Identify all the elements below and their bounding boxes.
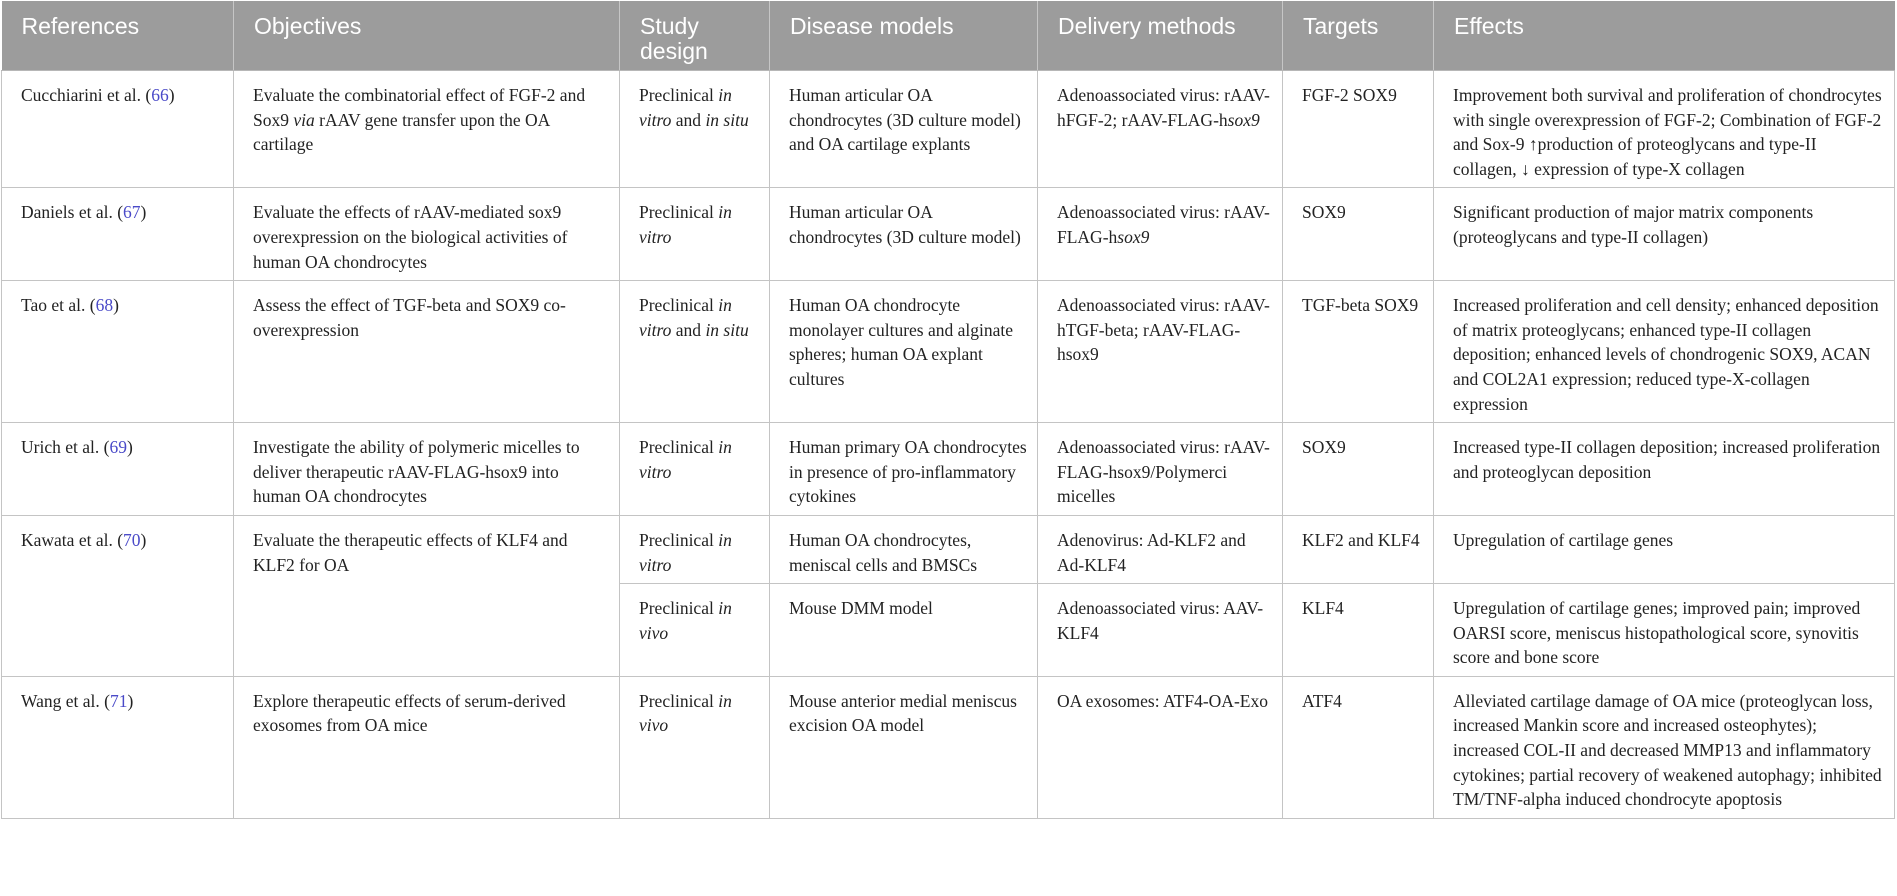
design-cell: Preclinical in vitro (620, 423, 770, 516)
disease-cell: Human OA chondrocytes, meniscal cells and BMSCs (770, 515, 1038, 583)
objective-cell: Evaluate the combinatorial effect of FGF-2 and Sox9 via rAAV gene transfer upon the OA cartilage (234, 71, 620, 188)
table-row (2, 676, 1895, 818)
delivery-cell: Adenoassociated virus: rAAV-FLAG-hsox9 (1038, 188, 1283, 281)
disease-cell: Human OA chondrocyte monolayer cultures and alginate spheres; human OA explant cultures (770, 281, 1038, 423)
objective-cell: Evaluate the therapeutic effects of KLF4 and KLF2 for OA (234, 515, 620, 676)
reference-cell: Cucchiarini et al. (66) (2, 71, 234, 188)
reference-cell: Tao et al. (68) (2, 281, 234, 423)
reference-link[interactable]: 68 (95, 295, 114, 316)
objective-cell: Evaluate the effects of rAAV-mediated sox9 overexpression on the biological activities of human OA chondrocytes (234, 188, 620, 281)
delivery-cell: Adenovirus: Ad-KLF2 and Ad-KLF4 (1038, 515, 1283, 583)
effects-cell: Upregulation of cartilage genes; improved pain; improved OARSI score, meniscus histopathological score, synovitis score and bone score (1434, 584, 1895, 677)
reference-link[interactable]: 70 (123, 529, 141, 550)
design-cell: Preclinical in vitro and in situ (620, 281, 770, 423)
effects-cell: Improvement both survival and proliferation of chondrocytes with single overexpression of FGF-2; Combination of FGF-2 and Sox-9 ↑production of proteoglycans and type-II collagen, ↓ expression of type-X collagen (1434, 71, 1895, 188)
targets-cell: FGF-2 SOX9 (1283, 71, 1434, 188)
reference-cell: Urich et al. (69) (2, 423, 234, 516)
effects-cell: Increased type-II collagen deposition; increased proliferation and proteoglycan deposition (1434, 423, 1895, 516)
design-cell: Preclinical in vivo (620, 676, 770, 818)
design-cell: Preclinical in vitro (620, 515, 770, 583)
targets-cell: ATF4 (1283, 676, 1434, 818)
header-row (2, 1, 1895, 71)
targets-cell: SOX9 (1283, 423, 1434, 516)
header-effects: Effects (1434, 1, 1895, 71)
header-study-design: Study design (620, 1, 770, 71)
effects-cell: Increased proliferation and cell density; enhanced deposition of matrix proteoglycans; enhanced type-II collagen deposition; enhanced levels of chondrogenic SOX9, ACAN and COL2A1 expression; reduced type-X-collagen expression (1434, 281, 1895, 423)
studies-table (1, 1, 1895, 819)
reference-link[interactable]: 66 (151, 85, 169, 105)
targets-cell: KLF4 (1283, 584, 1434, 677)
header-references: References (2, 1, 234, 71)
reference-cell: Daniels et al. (67) (2, 188, 234, 281)
disease-cell: Human primary OA chondrocytes in presence of pro-inflammatory cytokines (770, 423, 1038, 516)
targets-cell: SOX9 (1283, 188, 1434, 281)
reference-link[interactable]: 71 (109, 690, 128, 711)
reference-link[interactable]: 69 (109, 437, 127, 458)
design-cell: Preclinical in vitro and in situ (620, 71, 770, 188)
targets-cell: TGF-beta SOX9 (1283, 281, 1434, 423)
disease-cell: Mouse DMM model (770, 584, 1038, 677)
table-row (2, 281, 1895, 423)
effects-cell: Alleviated cartilage damage of OA mice (proteoglycan loss, increased Mankin score and increased osteophytes); increased COL-II and decreased MMP13 and inflammatory cytokines; partial recovery of weakened autophagy; inhibited TM/TNF-alpha induced chondrocyte apoptosis (1434, 676, 1895, 818)
header-objectives: Objectives (234, 1, 620, 71)
effects-cell: Significant production of major matrix components (proteoglycans and type-II collagen) (1434, 188, 1895, 281)
design-cell: Preclinical in vivo (620, 584, 770, 677)
header-targets: Targets (1283, 1, 1434, 71)
reference-cell: Kawata et al. (70) (2, 515, 234, 676)
table-row (2, 71, 1895, 188)
table-row (2, 423, 1895, 516)
objective-cell: Investigate the ability of polymeric micelles to deliver therapeutic rAAV-FLAG-hsox9 into human OA chondrocytes (234, 423, 620, 516)
header-delivery-methods: Delivery methods (1038, 1, 1283, 71)
disease-cell: Mouse anterior medial meniscus excision OA model (770, 676, 1038, 818)
disease-cell: Human articular OA chondrocytes (3D culture model) and OA cartilage explants (770, 71, 1038, 188)
effects-cell: Upregulation of cartilage genes (1434, 515, 1895, 583)
disease-cell: Human articular OA chondrocytes (3D culture model) (770, 188, 1038, 281)
objective-cell: Assess the effect of TGF-beta and SOX9 co-overexpression (234, 281, 620, 423)
delivery-cell: Adenoassociated virus: rAAV-hTGF-beta; rAAV-FLAG-hsox9 (1038, 281, 1283, 423)
table-row (2, 515, 1895, 583)
table-row (2, 188, 1895, 281)
header-disease-models: Disease models (770, 1, 1038, 71)
delivery-cell: OA exosomes: ATF4-OA-Exo (1038, 676, 1283, 818)
reference-cell: Wang et al. (71) (2, 676, 234, 818)
delivery-cell: Adenoassociated virus: rAAV-hFGF-2; rAAV-FLAG-hsox9 (1038, 71, 1283, 188)
delivery-cell: Adenoassociated virus: AAV-KLF4 (1038, 584, 1283, 677)
design-cell: Preclinical in vitro (620, 188, 770, 281)
reference-link[interactable]: 67 (123, 202, 141, 223)
delivery-cell: Adenoassociated virus: rAAV-FLAG-hsox9/Polymerci micelles (1038, 423, 1283, 516)
objective-cell: Explore therapeutic effects of serum-derived exosomes from OA mice (234, 676, 620, 818)
targets-cell: KLF2 and KLF4 (1283, 515, 1434, 583)
